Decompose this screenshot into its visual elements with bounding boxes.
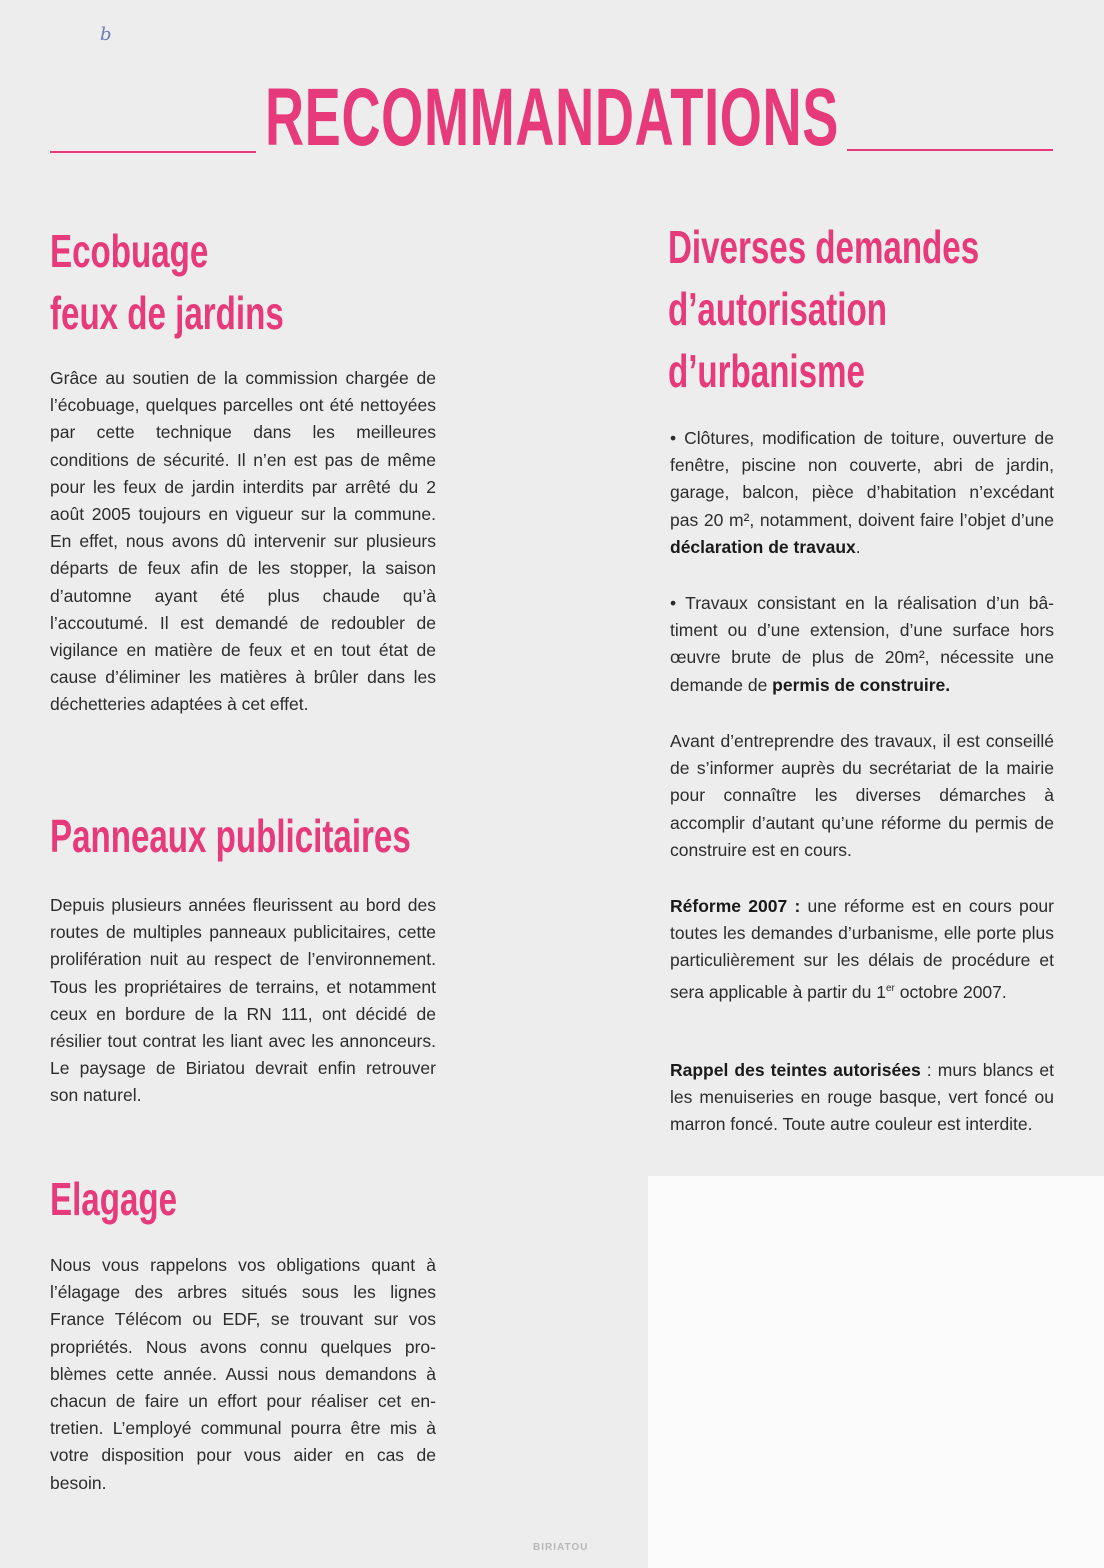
reforme-text-b: octobre 2007. (894, 981, 1007, 1002)
reforme-text-a: une réforme est en cours pour toutes les demandes d’urbanisme, elle porte plus particulièrement sur les délais de procédure et sera applicable à partir du 1 (670, 896, 1054, 1002)
teintes-label: Rappel des teintes autorisées (670, 1060, 921, 1080)
paragraph-panneaux: Depuis plusieurs années fleurissent au bord des routes de multiples panneaux publicitaires, cette prolifération nuit au respect de l’environnement. Tous les propriétaires de terrains, et notamment ceux en bordure de la RN 111, ont décidé de résilier tout contrat les liant avec les annonceurs. Le paysage de Biriatou devrait enfin retrouver son naturel. (50, 895, 436, 1106)
title-rule-right (847, 149, 1053, 151)
reforme-sup: er (885, 982, 895, 994)
blank-paper-area (648, 1176, 1104, 1568)
reforme-label: Réforme 2007 : (670, 896, 801, 916)
paragraph-reforme (670, 893, 1054, 1006)
paragraph-teintes (670, 1057, 1054, 1139)
heading-panneaux: Panneaux publicitaires (50, 810, 411, 862)
heading-ecobuage-line2: feux de jardins (50, 287, 284, 339)
footer-mark: BIRIATOU (533, 1542, 589, 1553)
bullet-declaration-bold: déclaration de travaux (670, 536, 856, 557)
handwritten-mark: b (100, 24, 112, 45)
page-title: RECOMMANDATIONS (264, 72, 840, 163)
bullet-permis-text: • Travaux consistant en la réalisation d’un bâtiment ou d’une extension, d’une surface hors œuvre brute de plus de 20m², nécessite une demande de (670, 593, 1054, 695)
heading-urbanisme-line1: Diverses demandes (668, 221, 980, 273)
paragraph-elagage: Nous vous rappelons vos obligations quant à l’élagage des arbres situés sous les lignes France Télécom ou EDF, se trouvant sur vos propriétés. Nous avons connu quelques problèmes cette année. Aussi nous demandons à chacun de faire un effort pour réaliser cet entretien. L’employé communal pourra être mis à votre disposition pour vous aider en cas de besoin. (50, 1255, 436, 1493)
heading-urbanisme-line3: d’urbanisme (668, 345, 865, 397)
heading-ecobuage (50, 220, 284, 344)
bullet-declaration-end: . (855, 536, 861, 557)
teintes-text: : murs blancs et les menuiseries en rouge basque, vert foncé ou marron foncé. Toute autre couleur est interdite. (670, 1060, 1054, 1135)
heading-ecobuage-line1: Ecobuage (50, 225, 209, 277)
title-rule-left (50, 151, 256, 153)
paragraph-ecobuage: Grâce au soutien de la commission chargée de l’écobuage, quelques parcelles ont été nettoyées par cette technique dans les meilleures conditions de sécurité. Il n’en est pas de même pour les feux de jardin interdits par arrêté du 2 août 2005 toujours en vigueur sur la commune. En effet, nous avons dû intervenir sur plusieurs départs de feux afin de les stopper, la saison d’automne ayant été plus chaude qu’à l’accoutumé. Il est demandé de redoubler de vigilance en matière de feux et en tout état de cause d’éliminer les matières à brûler dans les déchetteries adaptées à cet effet. (50, 368, 436, 715)
bullet-permis (670, 590, 1054, 699)
heading-urbanisme-line2: d’autorisation (668, 283, 887, 335)
heading-elagage: Elagage (50, 1173, 178, 1225)
bullet-declaration (670, 425, 1054, 561)
bullet-permis-bold: permis de construire. (772, 674, 951, 695)
heading-urbanisme (668, 216, 979, 402)
paragraph-advice: Avant d’entreprendre des travaux, il est conseillé de s’informer auprès du secrétariat de la mairie pour connaître les diverses démarches à accomplir d’autant qu’une réforme du permis de construire est en cours. (670, 731, 1054, 860)
bullet-declaration-text: • Clôtures, modification de toiture, ouverture de fenêtre, piscine non couverte, abri de jardin, garage, balcon, pièce d’habitation n’excédant pas 20 m², notamment, doivent faire l’objet d’une (670, 428, 1054, 530)
